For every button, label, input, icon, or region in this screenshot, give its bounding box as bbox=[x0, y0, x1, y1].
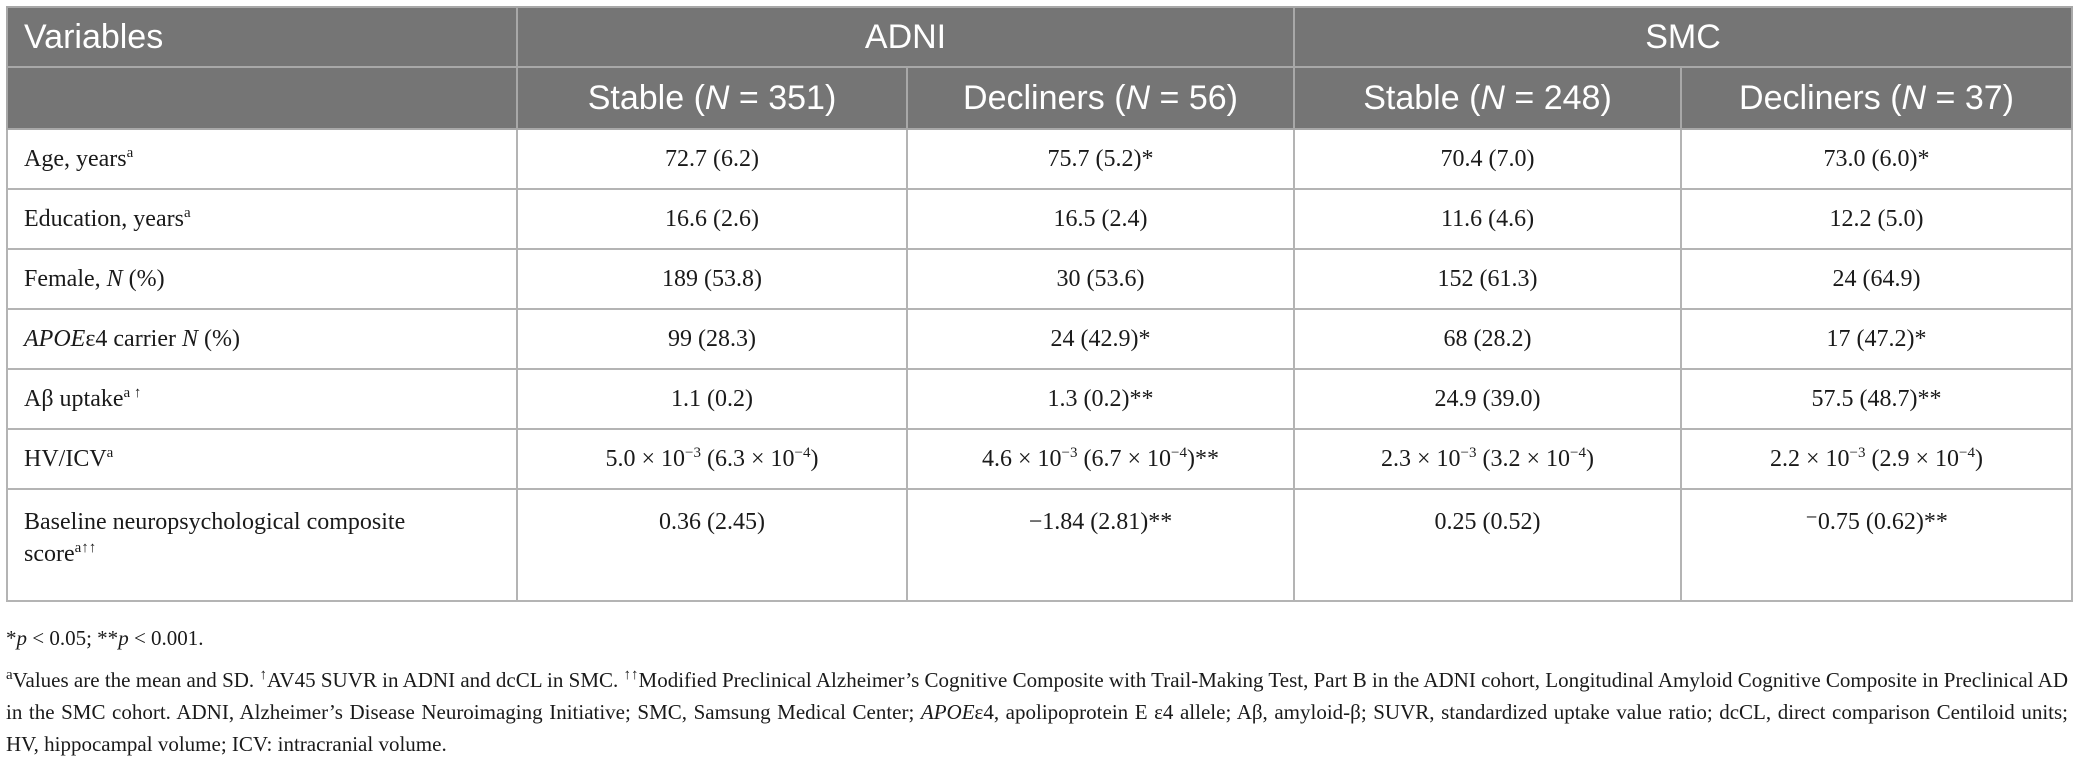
characteristics-table bbox=[6, 6, 2073, 602]
row-label-hv-icv: HV/ICV$^a$ bbox=[7, 429, 517, 489]
table-cell: 152 (61.3) bbox=[1294, 249, 1681, 309]
header-smc-stable: Stable (N = 248) bbox=[1294, 67, 1681, 129]
table-cell: 1.3 (0.2)** bbox=[907, 369, 1294, 429]
footnote-significance: *p < 0.05; **p < 0.001. bbox=[6, 626, 204, 650]
table-footnotes bbox=[6, 622, 2068, 760]
table-row-abeta bbox=[7, 369, 2072, 429]
header-adni-decliners: Decliners (N = 56) bbox=[907, 67, 1294, 129]
table-row-age bbox=[7, 129, 2072, 189]
table-cell: 189 (53.8) bbox=[517, 249, 907, 309]
table-cell: 16.6 (2.6) bbox=[517, 189, 907, 249]
header-adni: ADNI bbox=[517, 7, 1294, 67]
table-row-education bbox=[7, 189, 2072, 249]
row-label-age: Age, years$^a$ bbox=[7, 129, 517, 189]
table-cell: 24.9 (39.0) bbox=[1294, 369, 1681, 429]
table-cell: 0.25 (0.52) bbox=[1294, 489, 1681, 601]
table-cell: 0.36 (2.45) bbox=[517, 489, 907, 601]
table-cell: $5.0 \times 10^{-3}$ $(6.3 \times 10^{-4})$ bbox=[517, 429, 907, 489]
header-blank bbox=[7, 67, 517, 129]
table-cell: 73.0 (6.0)* bbox=[1681, 129, 2072, 189]
table-cell: $2.3 \times 10^{-3}$ $(3.2 \times 10^{-4})$ bbox=[1294, 429, 1681, 489]
table-cell: 30 (53.6) bbox=[907, 249, 1294, 309]
table-cell: −1.84 (2.81)** bbox=[907, 489, 1294, 601]
row-label-composite: Baseline neuropsychological composite score$^{a↑↑}$ bbox=[7, 489, 517, 601]
table-cell: 70.4 (7.0) bbox=[1294, 129, 1681, 189]
table-row-female bbox=[7, 249, 2072, 309]
row-label-female: Female, N (%) bbox=[7, 249, 517, 309]
header-smc: SMC bbox=[1294, 7, 2072, 67]
row-label-abeta: Aβ uptake$^{a ↑}$ bbox=[7, 369, 517, 429]
footnote-definitions: $^a$Values are the mean and SD. ↑AV45 SUVR in ADNI and dcCL in SMC. ↑↑Modified Preclinical Alzheimer’s Cognitive Composite with Trail-Making Test, Part B in the ADNI cohort, Longitudinal Amyloid Cognitive Composite in Preclinical AD in the SMC cohort. ADNI, Alzheimer’s Disease Neuroimaging Initiative; SMC, Samsung Medical Center; APOEε4, apolipoprotein E ε4 allele; Aβ, amyloid-β; SUVR, standardized uptake value ratio; dcCL, direct comparison Centiloid units; HV, hippocampal volume; ICV: intracranial volume. bbox=[6, 667, 2069, 756]
table-cell: 24 (42.9)* bbox=[907, 309, 1294, 369]
table-row-composite bbox=[7, 489, 2072, 601]
table-cell: 1.1 (0.2) bbox=[517, 369, 907, 429]
table-row-apoe bbox=[7, 309, 2072, 369]
table-cell: 24 (64.9) bbox=[1681, 249, 2072, 309]
table-cell: 12.2 (5.0) bbox=[1681, 189, 2072, 249]
table-cell: 57.5 (48.7)** bbox=[1681, 369, 2072, 429]
table-cell: 75.7 (5.2)* bbox=[907, 129, 1294, 189]
header-smc-decliners: Decliners (N = 37) bbox=[1681, 67, 2072, 129]
table-cell: 16.5 (2.4) bbox=[907, 189, 1294, 249]
header-row-groups bbox=[7, 7, 2072, 67]
row-label-education: Education, years$^a$ bbox=[7, 189, 517, 249]
header-adni-stable: Stable (N = 351) bbox=[517, 67, 907, 129]
table-cell: 68 (28.2) bbox=[1294, 309, 1681, 369]
table-cell: 17 (47.2)* bbox=[1681, 309, 2072, 369]
table-row-hv-icv bbox=[7, 429, 2072, 489]
row-label-apoe: APOEε4 carrier N (%) bbox=[7, 309, 517, 369]
table-cell: $2.2 \times 10^{-3}$ $(2.9 \times 10^{-4})$ bbox=[1681, 429, 2072, 489]
table-cell: 11.6 (4.6) bbox=[1294, 189, 1681, 249]
header-variables: Variables bbox=[7, 7, 517, 67]
table-cell: 72.7 (6.2) bbox=[517, 129, 907, 189]
table-cell: $4.6 \times 10^{-3}$ $(6.7 \times 10^{-4})**$ bbox=[907, 429, 1294, 489]
characteristics-table-container bbox=[6, 6, 2071, 602]
table-cell: ⁻0.75 (0.62)** bbox=[1681, 489, 2072, 601]
table-cell: 99 (28.3) bbox=[517, 309, 907, 369]
header-row-subgroups bbox=[7, 67, 2072, 129]
